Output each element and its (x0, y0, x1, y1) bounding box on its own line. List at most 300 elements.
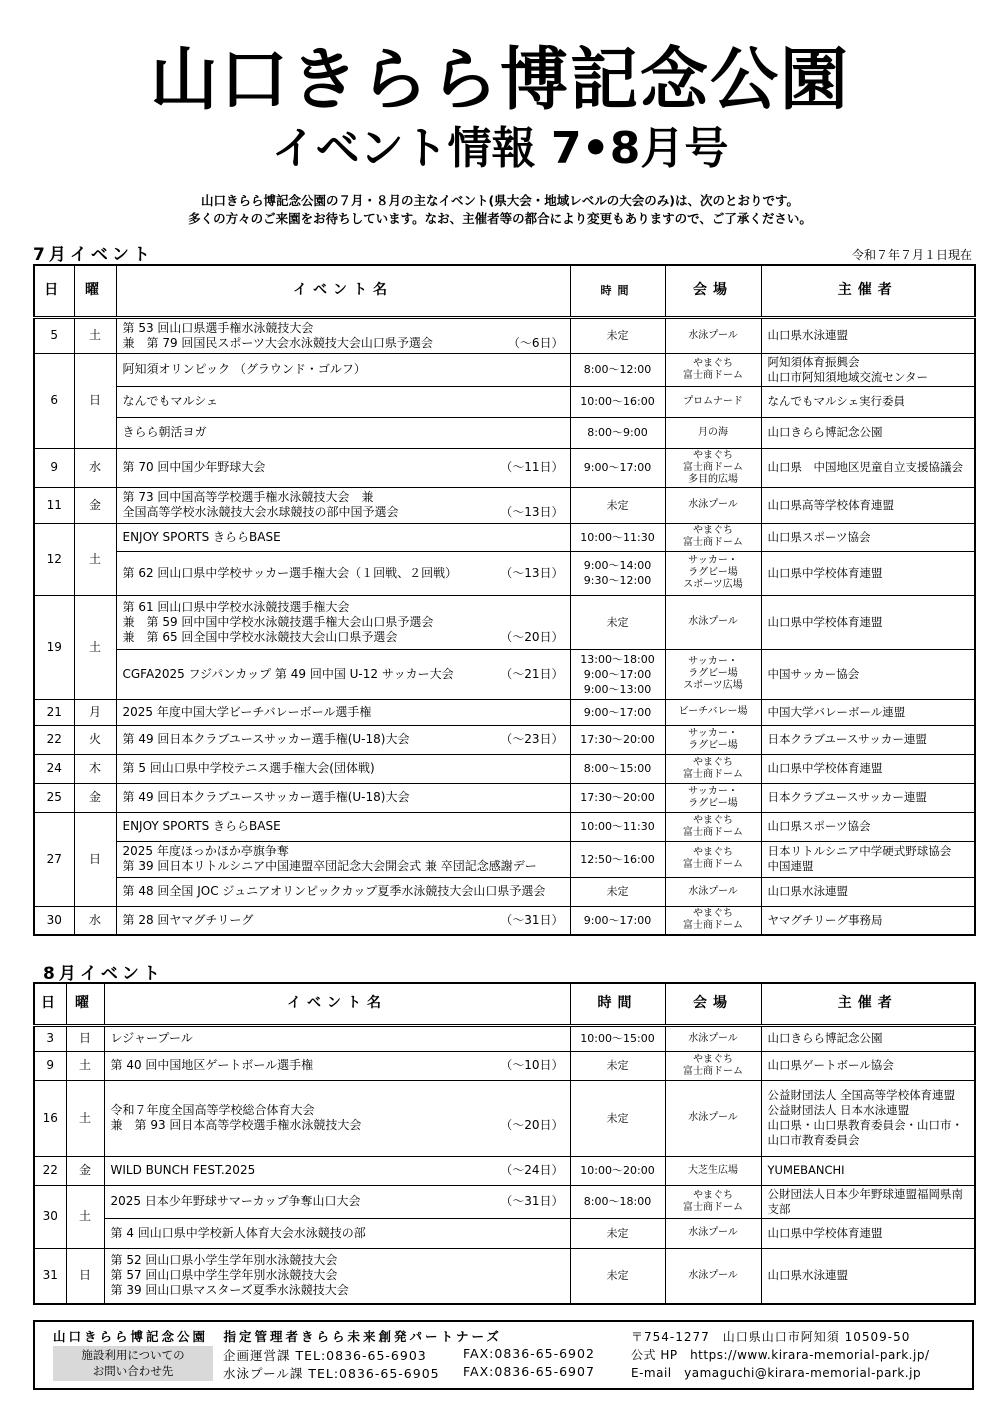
text-line: 阿知須体育振興会 (767, 354, 860, 369)
text-line: サッカー・ (688, 656, 738, 667)
event-venue (665, 1156, 761, 1185)
inquiry-line-1: 施設利用についての (81, 1348, 185, 1362)
event-name (116, 317, 570, 353)
pool-dept-fax: FAX:0836-65-6907 (463, 1364, 595, 1379)
text-line: ラグビー場 (688, 567, 738, 578)
event-weekday: 金 (66, 1156, 104, 1185)
event-title (123, 394, 218, 409)
event-period: （～20日） (500, 1118, 564, 1132)
text-line: 第 49 回日本クラブユースサッカー選手権(U-18)大会 (122, 732, 410, 746)
text-line: 8:00～9:00 (587, 426, 648, 439)
text-line: 中国大学バレーボール連盟 (767, 704, 906, 719)
text-line: 第 49 回日本クラブユースサッカー選手権(U-18)大会 (122, 790, 410, 804)
event-day: 22 (34, 1156, 66, 1185)
text-line: やまぐち (693, 449, 733, 461)
text-line: 中国サッカー協会 (767, 666, 860, 681)
text-line: 10:00～11:30 (580, 820, 655, 833)
event-day: 19 (34, 595, 74, 699)
col-weekday: 曜 (74, 265, 116, 317)
text-line: 第 28 回ヤマグチリーグ (122, 912, 254, 927)
text-line: 兼 第 79 回国民スポーツ大会水泳競技大会山口県予選会 (122, 335, 433, 350)
event-day: 9 (34, 1051, 66, 1080)
text-line: 水泳プール (688, 499, 738, 510)
event-organizer (761, 1051, 975, 1080)
text-line: 2025 年度ほっかほか亭旗争奪 (122, 844, 289, 858)
event-title (123, 761, 375, 776)
text-line: 第 39 回山口県マスターズ夏季水泳競技大会 (110, 1283, 349, 1298)
text-line: 第 62 回山口県中学校サッカー選手権大会（１回戦、２回戦） (122, 565, 458, 580)
col-time: 時間 (570, 983, 665, 1025)
august-event-table (33, 982, 976, 1305)
event-time (570, 1218, 665, 1248)
text-line: スポーツ広場 (683, 579, 743, 590)
text-line: 山口県中学校体育連盟 (767, 614, 883, 629)
contact-footer (33, 1320, 974, 1390)
event-venue (665, 1248, 761, 1304)
text-line: 山口市教育委員会 (767, 1133, 860, 1147)
event-day: 24 (34, 754, 74, 783)
event-title (123, 913, 254, 928)
event-organizer (761, 754, 975, 783)
july-event-row (34, 523, 975, 551)
event-name (104, 1185, 570, 1218)
event-name-wrap (111, 1031, 564, 1046)
text-line: 10:00～11:30 (580, 530, 655, 544)
text-line: 公益財団法人 日本水泳連盟 (767, 1103, 910, 1117)
event-time (570, 812, 665, 841)
text-line: 第 48 回全国 JOC ジュニアオリンピックカップ夏季水泳競技大会山口県予選会 (122, 884, 546, 898)
july-event-row (34, 595, 975, 649)
event-period: （～21日） (500, 666, 564, 681)
text-line: 阿知須オリンピック （グラウンド・ゴルフ） (122, 362, 366, 376)
text-line: 9:00～14:00 (583, 559, 652, 572)
text-line: ラグビー場 (688, 668, 738, 679)
event-period: （～6日） (507, 335, 564, 350)
event-time (570, 877, 665, 906)
event-weekday: 木 (74, 754, 116, 783)
text-line: 山口きらら博記念公園 (767, 1031, 883, 1045)
event-title (123, 460, 266, 475)
text-line: 第 40 回中国地区ゲートボール選手権 (110, 1058, 314, 1072)
july-event-row (34, 783, 975, 812)
official-hp-link[interactable]: 公式 HP https://www.kirara-memorial-park.jp/ (631, 1348, 930, 1362)
text-line: 第 5 回山口県中学校テニス選手権大会(団体戦) (122, 761, 375, 775)
event-name (116, 523, 570, 551)
event-name-wrap (123, 566, 564, 581)
event-time (570, 699, 665, 725)
event-time (570, 649, 665, 699)
text-line: 2025 日本少年野球サマーカップ争奪山口大会 (110, 1194, 361, 1208)
text-line: 富士商ドーム (683, 369, 743, 381)
park-manager: 山口きらら博記念公園 指定管理者きらら未来創発パートナーズ (53, 1329, 502, 1344)
event-organizer (761, 649, 975, 699)
august-event-row (34, 1080, 975, 1156)
text-line: 水泳プール (688, 616, 738, 627)
text-line: 公財団法人日本少年野球連盟福岡県南支部 (767, 1186, 963, 1216)
text-line: 9:00～17:00 (583, 667, 652, 681)
event-name (116, 448, 570, 487)
intro-text (0, 192, 1000, 228)
event-time (570, 1248, 665, 1304)
event-venue (665, 725, 761, 754)
event-period: （～24日） (500, 1163, 564, 1177)
event-organizer (761, 1248, 975, 1304)
event-day: 30 (34, 1185, 66, 1248)
event-organizer (761, 1025, 975, 1051)
event-time (570, 386, 665, 417)
event-title (123, 566, 458, 581)
event-day: 27 (34, 812, 74, 906)
event-name (116, 877, 570, 906)
july-event-row (34, 551, 975, 595)
event-venue (665, 649, 761, 699)
event-weekday: 金 (74, 783, 116, 812)
text-line: 兼 第 93 回日本高等学校選手権水泳競技大会 (110, 1118, 362, 1132)
event-venue (665, 317, 761, 353)
event-venue (665, 1185, 761, 1218)
event-venue (665, 877, 761, 906)
park-address: 〒754-1277 山口県山口市阿知須 10509-50 (631, 1330, 911, 1344)
event-organizer (761, 523, 975, 551)
text-line: 水泳プール (688, 1269, 738, 1281)
text-line: 9:00～17:00 (583, 705, 652, 719)
event-name-wrap (111, 1058, 564, 1073)
event-name-wrap (123, 425, 564, 440)
event-name-wrap (123, 705, 564, 720)
text-line: 2025 年度中国大学ビーチバレーボール選手権 (122, 704, 372, 719)
inquiry-label (53, 1346, 213, 1381)
text-line: 山口県水泳連盟 (767, 1268, 848, 1283)
text-line: 富士商ドーム (683, 461, 743, 473)
event-organizer (761, 783, 975, 812)
event-name (116, 841, 570, 877)
event-title (111, 1103, 362, 1133)
event-organizer (761, 699, 975, 725)
event-venue (665, 448, 761, 487)
event-name (104, 1248, 570, 1304)
event-day: 3 (34, 1025, 66, 1051)
event-period: （～10日） (500, 1058, 564, 1072)
event-time (570, 551, 665, 595)
text-line: サッカー・ (688, 785, 738, 797)
event-name (116, 783, 570, 812)
july-event-row (34, 417, 975, 448)
text-line: 8:00～12:00 (583, 363, 652, 376)
text-line: 9:00～17:00 (583, 913, 652, 927)
event-time (570, 725, 665, 754)
inquiry-line-2: お問い合わせ先 (92, 1364, 174, 1378)
event-title (123, 732, 410, 747)
event-name-wrap (123, 884, 564, 899)
text-line: 山口県 中国地区児童自立支援協議会 (767, 460, 963, 474)
text-line: 山口県スポーツ協会 (767, 529, 871, 544)
text-line: 未定 (606, 329, 629, 342)
event-period: （～20日） (500, 629, 564, 644)
email-link[interactable]: E-mail yamaguchi@kirara-memorial-park.jp (631, 1366, 922, 1380)
event-venue (665, 417, 761, 448)
event-venue (665, 1218, 761, 1248)
event-venue (665, 906, 761, 935)
text-line: 山口県水泳連盟 (767, 884, 848, 898)
col-organizer: 主催者 (761, 265, 975, 317)
july-event-row (34, 353, 975, 386)
text-line: サッカー・ (688, 727, 738, 739)
text-line: やまぐち (693, 525, 733, 536)
event-period: （～23日） (500, 732, 564, 746)
event-period: （～13日） (500, 565, 564, 580)
event-venue (665, 783, 761, 812)
event-venue (665, 487, 761, 523)
text-line: 富士商ドーム (683, 859, 743, 870)
event-name (104, 1025, 570, 1051)
event-title (111, 1163, 256, 1178)
event-organizer (761, 595, 975, 649)
text-line: 中国連盟 (767, 859, 814, 873)
july-event-row (34, 487, 975, 523)
event-time (570, 353, 665, 386)
text-line: サッカー・ (688, 555, 738, 566)
text-line: レジャープール (110, 1031, 193, 1045)
event-period: （～31日） (500, 1194, 564, 1208)
event-venue (665, 353, 761, 386)
event-day: 30 (34, 906, 74, 935)
text-line: 未定 (606, 1226, 629, 1240)
text-line: ラグビー場 (688, 739, 738, 751)
text-line: 富士商ドーム (683, 826, 743, 838)
event-time (570, 523, 665, 551)
pool-dept-tel: 水泳プール課 TEL:0836-65-6905 (223, 1366, 440, 1381)
event-title (111, 1031, 193, 1046)
text-line: 第 61 回山口県中学校水泳競技選手権大会 (122, 599, 350, 614)
event-weekday: 日 (66, 1025, 104, 1051)
text-line: 未定 (606, 1269, 629, 1283)
event-day: 21 (34, 699, 74, 725)
event-venue (665, 386, 761, 417)
event-name (116, 551, 570, 595)
col-event: イベント名 (116, 265, 570, 317)
text-line: 17:30～20:00 (580, 733, 655, 746)
text-line: ENJOY SPORTS きららBASE (122, 819, 281, 833)
event-organizer (761, 725, 975, 754)
july-event-table (33, 264, 976, 936)
text-line: 富士商ドーム (683, 768, 743, 780)
text-line: 富士商ドーム (683, 1065, 743, 1077)
august-event-row (34, 1218, 975, 1248)
event-name-wrap (123, 394, 564, 409)
text-line: 第 39 回日本リトルシニア中国連盟卒団記念大会開会式 兼 卒団記念感謝デー (122, 859, 537, 873)
august-event-row (34, 1248, 975, 1304)
col-venue: 会場 (665, 265, 761, 317)
event-name-wrap (123, 460, 564, 475)
event-name-wrap (111, 1226, 564, 1241)
july-event-row (34, 812, 975, 841)
event-weekday: 土 (66, 1185, 104, 1248)
event-weekday: 日 (66, 1248, 104, 1304)
text-line: 未定 (606, 885, 629, 898)
event-day: 22 (34, 725, 74, 754)
text-line: 山口県・山口県教育委員会・山口市・ (767, 1118, 963, 1132)
event-name-wrap (123, 790, 564, 805)
event-time (570, 1051, 665, 1080)
event-venue (665, 841, 761, 877)
text-line: やまぐち (693, 814, 733, 826)
event-title (123, 790, 410, 805)
event-time (570, 1185, 665, 1218)
event-name-wrap (111, 1253, 564, 1298)
event-name (116, 754, 570, 783)
event-time (570, 754, 665, 783)
event-name-wrap (123, 913, 564, 928)
event-name (104, 1080, 570, 1156)
event-name-wrap (111, 1103, 564, 1133)
text-line: 未定 (606, 615, 629, 629)
text-line: 水泳プール (688, 1227, 738, 1238)
text-line: 9:00～17:00 (583, 461, 652, 474)
text-line: 未定 (606, 498, 629, 512)
event-time (570, 595, 665, 649)
col-time: 時間 (570, 265, 665, 317)
text-line: 富士商ドーム (683, 1201, 743, 1213)
text-line: 山口県中学校体育連盟 (767, 565, 883, 580)
event-name-wrap (123, 362, 564, 377)
text-line: 多目的広場 (688, 473, 738, 485)
july-event-row (34, 725, 975, 754)
text-line: 公益財団法人 全国高等学校体育連盟 (767, 1088, 956, 1102)
event-day: 9 (34, 448, 74, 487)
event-time (570, 1080, 665, 1156)
event-title (123, 600, 434, 645)
july-event-row (34, 699, 975, 725)
text-line: 第 4 回山口県中学校新人体育大会水泳競技の部 (110, 1225, 366, 1240)
event-venue (665, 1080, 761, 1156)
event-name (116, 649, 570, 699)
event-weekday: 火 (74, 725, 116, 754)
event-organizer (761, 386, 975, 417)
event-name-wrap (123, 667, 564, 682)
text-line: ビーチバレー場 (678, 706, 748, 717)
event-venue (665, 699, 761, 725)
event-time (570, 448, 665, 487)
event-name (116, 906, 570, 935)
event-name (104, 1156, 570, 1185)
event-time (570, 841, 665, 877)
event-time (570, 783, 665, 812)
event-title (111, 1253, 349, 1298)
text-line: 第 73 回中国高等学校選手権水泳競技大会 兼 (122, 490, 374, 504)
event-weekday: 月 (74, 699, 116, 725)
text-line: やまぐち (693, 1189, 733, 1201)
col-day: 日 (34, 983, 66, 1025)
text-line: 兼 第 59 回中国中学校水泳競技選手権大会山口県予選会 (122, 614, 434, 629)
text-line: 第 52 回山口県小学生学年別水泳競技大会 (110, 1253, 338, 1268)
event-organizer (761, 353, 975, 386)
july-event-row (34, 649, 975, 699)
event-time (570, 1156, 665, 1185)
text-line: CGFA2025 フジパンカップ 第 49 回中国 U-12 サッカー大会 (122, 666, 454, 681)
event-name-wrap (123, 732, 564, 747)
text-line: 9:30～12:00 (583, 574, 652, 587)
text-line: 第 53 回山口県選手権水泳競技大会 (122, 320, 314, 335)
event-weekday: 土 (66, 1051, 104, 1080)
event-name (116, 386, 570, 417)
text-line: WILD BUNCH FEST.2025 (110, 1163, 256, 1177)
event-title (123, 425, 207, 440)
intro-line-2: 多くの方々のご来園をお待ちしています。なお、主催者等の都合により変更もありますので、ご了承ください。 (188, 211, 812, 226)
text-line: ヤマグチリーグ事務局 (767, 912, 883, 927)
event-name (116, 699, 570, 725)
text-line: 未定 (606, 1111, 629, 1125)
text-line: 9:00～13:00 (583, 682, 652, 696)
event-organizer (761, 841, 975, 877)
event-organizer (761, 487, 975, 523)
text-line: やまぐち (693, 1053, 733, 1065)
text-line: やまぐち (693, 908, 733, 920)
text-line: 山口県中学校体育連盟 (767, 761, 883, 775)
text-line: ENJOY SPORTS きららBASE (122, 529, 281, 544)
event-title (111, 1226, 366, 1241)
event-organizer (761, 1156, 975, 1185)
event-period: （～13日） (500, 505, 564, 519)
event-name-wrap (123, 844, 564, 874)
event-weekday: 水 (74, 448, 116, 487)
event-venue (665, 595, 761, 649)
event-title (123, 362, 366, 377)
event-name (116, 812, 570, 841)
july-event-row (34, 386, 975, 417)
event-title (123, 321, 433, 351)
event-name (104, 1051, 570, 1080)
text-line: きらら朝活ヨガ (122, 425, 207, 439)
text-line: 10:00～20:00 (580, 1164, 655, 1177)
event-title (111, 1194, 361, 1209)
event-day: 11 (34, 487, 74, 523)
event-organizer (761, 906, 975, 935)
august-event-row (34, 1025, 975, 1051)
event-venue (665, 551, 761, 595)
event-time (570, 906, 665, 935)
text-line: 全国高等学校水泳競技大会水球競技の部中国予選会 (122, 505, 399, 519)
text-line: 17:30～20:00 (580, 791, 655, 804)
text-line: なんでもマルシェ (122, 394, 218, 408)
july-event-row (34, 906, 975, 935)
event-day: 5 (34, 317, 74, 353)
july-event-row (34, 317, 975, 353)
text-line: やまぐち (693, 357, 733, 369)
text-line: 日本クラブユースサッカー連盟 (767, 790, 927, 804)
july-event-row (34, 841, 975, 877)
event-name-wrap (123, 600, 564, 645)
august-event-row (34, 1185, 975, 1218)
event-weekday: 土 (74, 523, 116, 595)
text-line: 第 70 回中国少年野球大会 (122, 460, 266, 474)
text-line: 8:00～18:00 (583, 1195, 652, 1208)
event-day: 6 (34, 353, 74, 448)
august-section-title: 8月イベント (43, 964, 164, 984)
event-venue (665, 754, 761, 783)
text-line: 水泳プール (688, 885, 738, 897)
event-organizer (761, 812, 975, 841)
july-event-row (34, 448, 975, 487)
text-line: なんでもマルシェ実行委員 (767, 394, 905, 408)
col-organizer: 主催者 (761, 983, 975, 1025)
event-name (116, 417, 570, 448)
event-weekday: 土 (74, 317, 116, 353)
event-venue (665, 523, 761, 551)
col-weekday: 曜 (66, 983, 104, 1025)
event-title (123, 884, 546, 899)
page-subtitle: イベント情報 7•8月号 (271, 123, 729, 174)
text-line: 日本リトルシニア中学硬式野球協会 (767, 844, 952, 858)
